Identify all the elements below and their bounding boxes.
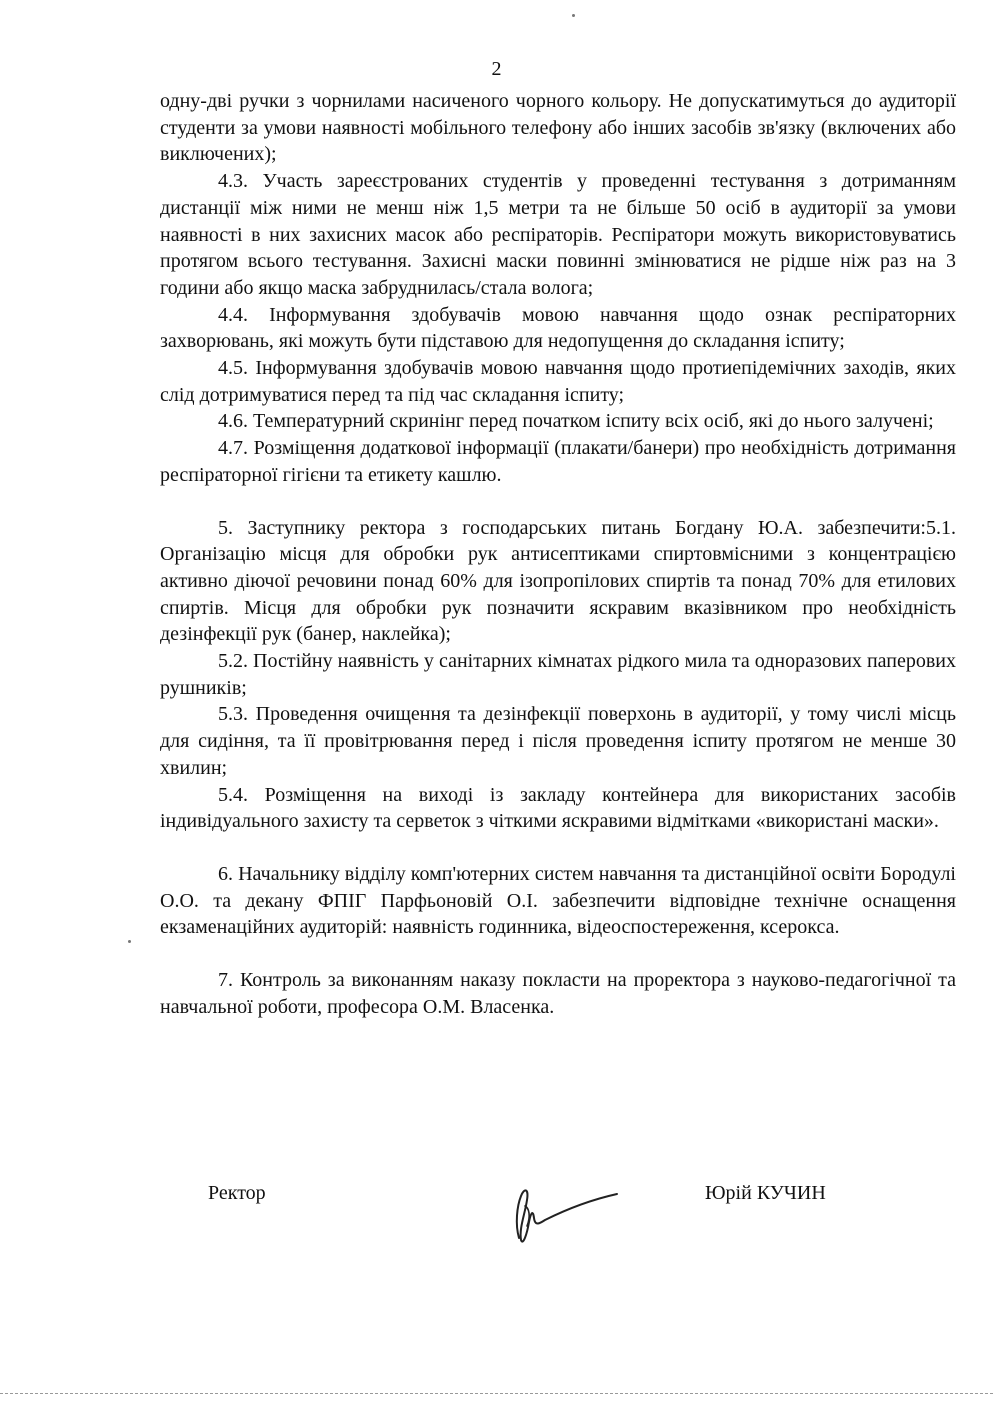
scan-artifact [572, 14, 575, 17]
signature-block [0, 1176, 993, 1266]
paragraph-4-6: 4.6. Температурний скринінг перед початком іспиту всіх осіб, які до нього залучені; [218, 410, 934, 433]
paragraph-4-3: 4.3. Участь зареєстрованих студентів у проведенні тестування з дотриманням дистанції між ними не менш ніж 1,5 метри та не більше 50 осіб в аудиторії за умови наявності в них захисних масок або респіраторів. Респіратори можуть використовуватись протягом всього тестування. Захисні маски повинні змінюватися не рідше ніж раз на 3 години або якщо маска забруднилась/стала волога; [160, 170, 956, 299]
paragraph-5-3: 5.3. Проведення очищення та дезінфекції поверхонь в аудиторії, у тому числі місць для сидіння, та її провітрювання перед і після проведення іспиту протягом не менше 30 хвилин; [160, 703, 956, 779]
paragraph-7: 7. Контроль за виконанням наказу покласти на проректора з науково-педагогічної та навчальної роботи, професора О.М. Власенка. [160, 969, 956, 1018]
page-number: 2 [491, 58, 502, 80]
document-body [160, 88, 956, 1021]
signatory-title: Ректор [208, 1182, 266, 1204]
handwritten-signature [505, 1176, 630, 1251]
paragraph-5-4: 5.4. Розміщення на виході із закладу контейнера для використаних засобів індивідуального захисту та серветок з чіткими яскравими відмітками «використані маски». [160, 783, 956, 833]
scan-edge-line [0, 1393, 993, 1395]
signatory-name: Юрій КУЧИН [705, 1182, 826, 1204]
paragraph-4-5: 4.5. Інформування здобувачів мовою навчання щодо протиепідемічних заходів, яких слід дотримуватися перед та під час складання іспиту; [160, 357, 956, 406]
section-gap [160, 835, 956, 861]
paragraph-5-2: 5.2. Постійну наявність у санітарних кімнатах рідкого мила та одноразових паперових рушників; [160, 650, 956, 699]
paragraph-6: 6. Начальнику відділу комп'ютерних систем навчання та дистанційної освіти Бородулі О.О. та декану ФПІГ Парфьоновій О.І. забезпечити відповідне технічне оснащення екзаменаційних аудиторій: наявність годинника, відеоспостереження, ксерокса. [160, 862, 956, 939]
paragraph-4-4: 4.4. Інформування здобувачів мовою навчання щодо ознак респіраторних захворювань, які можуть бути підставою для недопущення до складання іспиту; [160, 303, 956, 353]
section-gap [160, 941, 956, 967]
paragraph-4-7: 4.7. Розміщення додаткової інформації (плакати/банери) про необхідність дотримання респіраторної гігієни та етикету кашлю. [160, 437, 956, 486]
section-gap [160, 489, 956, 515]
paragraph-5: 5. Заступнику ректора з господарських питань Богдану Ю.А. забезпечити:5.1. Організацію місця для обробки рук антисептиками спиртовмісними з концентрацією активно діючої речовини понад 60% для ізопропілових спиртів та понад 70% для етилових спиртів. Місця для обробки рук позначити яскравим вказівником про необхідність дезінфекції рук (банер, наклейка); [160, 516, 956, 646]
paragraph-4-2-continuation: одну-дві ручки з чорнилами насиченого чорного кольору. Не допускатимуться до аудиторії студенти за умови наявності мобільного телефону або інших засобів зв'язку (включених або виключених); [160, 90, 956, 166]
scan-artifact [128, 940, 131, 943]
